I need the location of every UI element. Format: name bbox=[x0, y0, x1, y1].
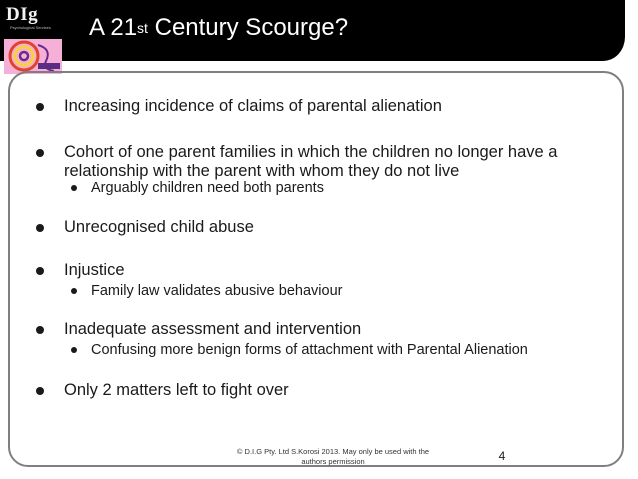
sub-bullet-icon bbox=[71, 288, 77, 294]
bullet-text: Only 2 matters left to fight over bbox=[64, 381, 289, 399]
title-main: A 21 bbox=[89, 14, 138, 41]
bullet-text: Inadequate assessment and intervention bbox=[64, 320, 362, 338]
copyright-notice bbox=[210, 447, 456, 467]
bullet-text: Cohort of one parent families in which the children no longer have a relationship with the parent with whom they do not live bbox=[64, 143, 558, 180]
bullet-icon bbox=[36, 103, 44, 111]
logo-text: DIg bbox=[6, 4, 39, 25]
title-bar bbox=[0, 0, 627, 61]
title-superscript: st bbox=[137, 20, 148, 36]
bullet-text: Unrecognised child abuse bbox=[64, 218, 254, 236]
sub-bullet-text: Arguably children need both parents bbox=[91, 180, 324, 196]
bullet-icon bbox=[36, 326, 44, 334]
title-end: Century Scourge? bbox=[147, 14, 349, 41]
sub-bullet-icon bbox=[71, 347, 77, 353]
swirl-icon bbox=[4, 39, 62, 74]
bullet-icon bbox=[36, 267, 44, 275]
copyright-line-2: authors permission bbox=[301, 457, 365, 466]
bullet-icon bbox=[36, 387, 44, 395]
company-logo bbox=[4, 4, 64, 74]
bullet-icon bbox=[36, 224, 44, 232]
bullet-text: Increasing incidence of claims of parental alienation bbox=[64, 97, 442, 115]
page-number: 4 bbox=[498, 449, 506, 463]
bullet-icon bbox=[36, 149, 44, 157]
bullet-text: Injustice bbox=[64, 261, 125, 279]
slide-title bbox=[89, 14, 348, 42]
logo-swirl-image bbox=[4, 39, 62, 74]
sub-bullet-icon bbox=[71, 185, 77, 191]
copyright-line-1: © D.I.G Pty. Ltd S.Korosi 2013. May only be used with the bbox=[236, 447, 430, 456]
logo-subtext: Psychological Services bbox=[10, 25, 51, 30]
sub-bullet-text: Confusing more benign forms of attachment with Parental Alienation bbox=[91, 342, 528, 358]
sub-bullet-text: Family law validates abusive behaviour bbox=[91, 283, 343, 299]
